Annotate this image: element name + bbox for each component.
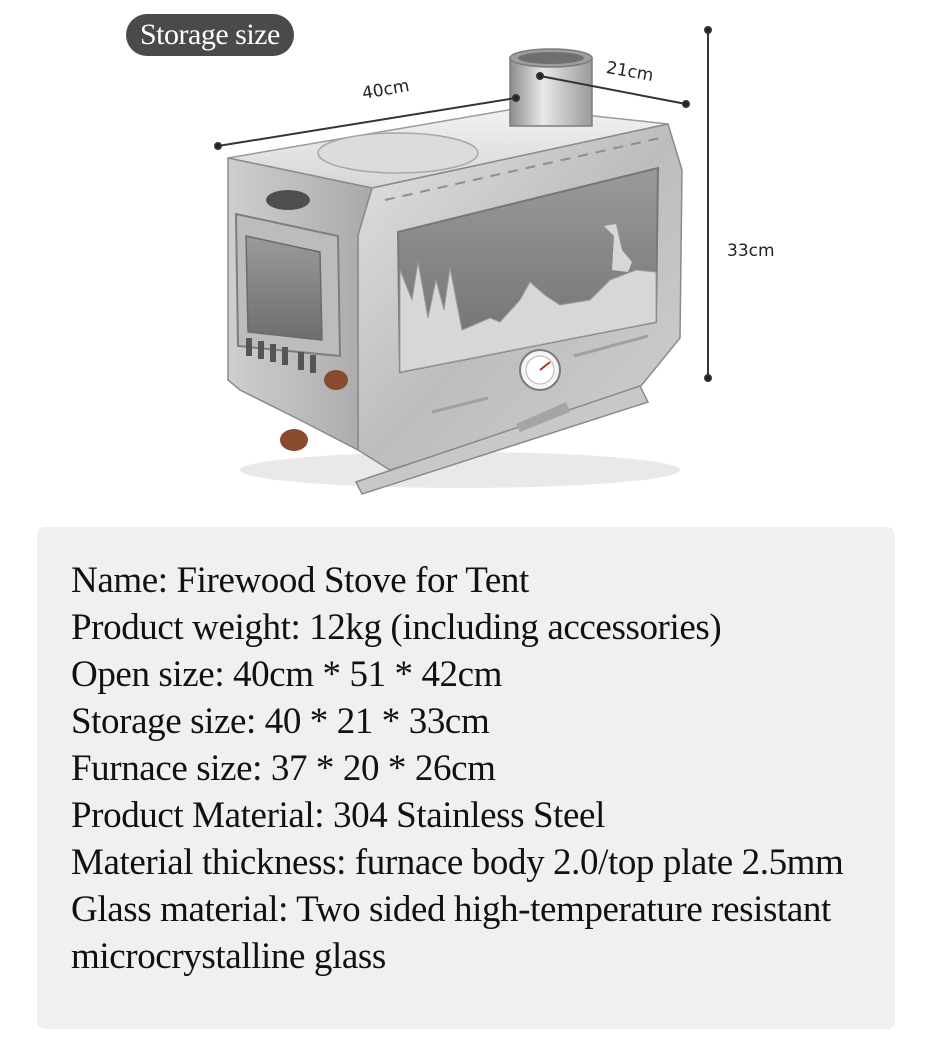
dimension-height-label: 33cm xyxy=(727,241,775,261)
spec-storage-size: Storage size: 40 * 21 * 33cm xyxy=(71,701,490,742)
stove-product-image xyxy=(200,20,820,510)
spec-material: Product Material: 304 Stainless Steel xyxy=(71,795,605,836)
storage-size-badge: Storage size xyxy=(126,14,294,56)
spec-thickness: Material thickness: furnace body 2.0/top plate 2.5mm xyxy=(71,842,844,883)
spec-furnace-size: Furnace size: 37 * 20 * 26cm xyxy=(71,748,496,789)
spec-weight: Product weight: 12kg (including accessories) xyxy=(71,607,722,648)
spec-glass-continued: microcrystalline glass xyxy=(71,936,386,977)
spec-glass: Glass material: Two sided high-temperature resistant xyxy=(71,889,831,930)
dimension-width-label: 21cm xyxy=(604,58,655,86)
dimension-length-label: 40cm xyxy=(360,76,411,104)
spec-name: Name: Firewood Stove for Tent xyxy=(71,560,529,601)
spec-open-size: Open size: 40cm * 51 * 42cm xyxy=(71,654,503,695)
spec-panel xyxy=(37,527,895,1029)
